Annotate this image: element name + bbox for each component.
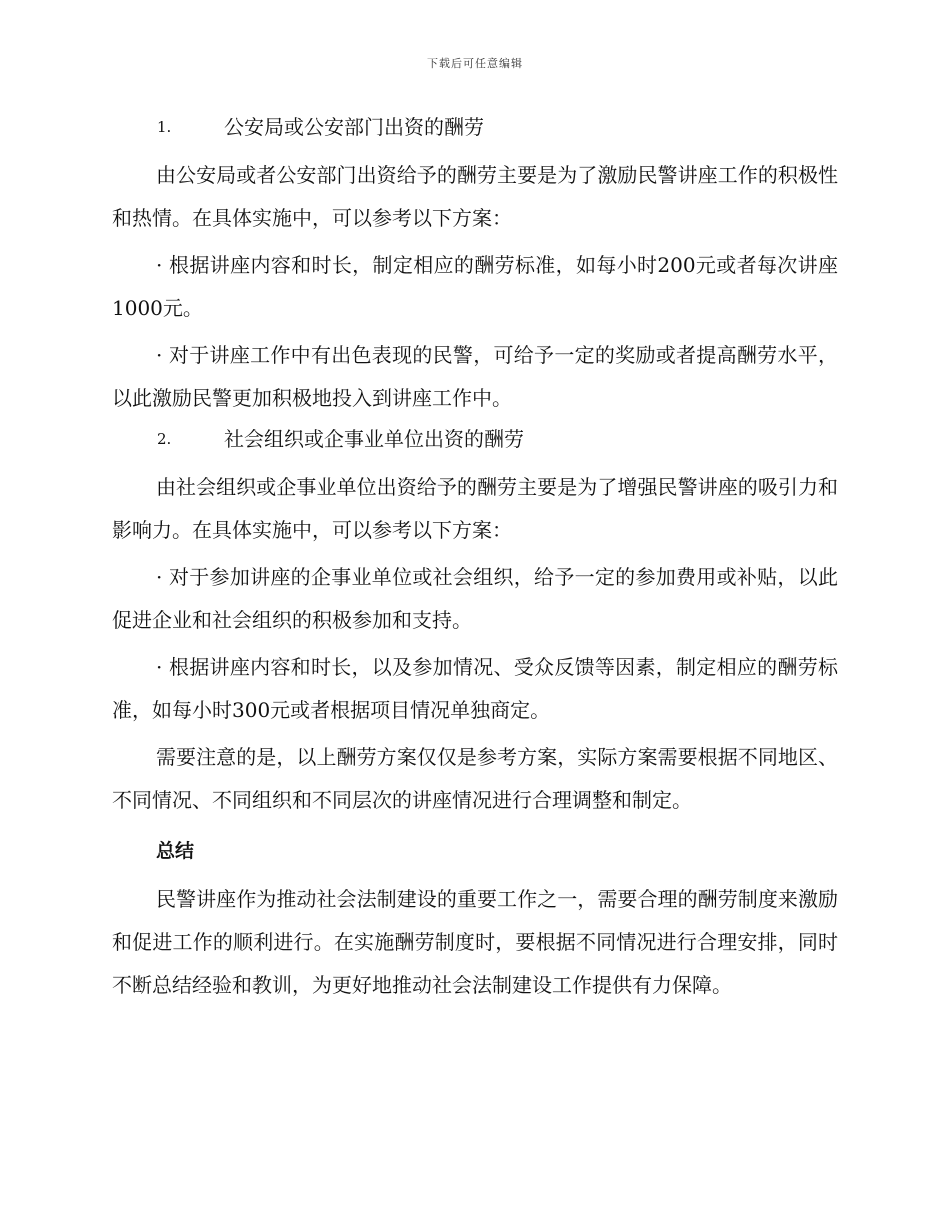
section-1-intro: 由公安局或者公安部门出资给予的酬劳主要是为了激励民警讲座工作的积极性和热情。在具体实施中，可以参考以下方案： <box>112 163 838 230</box>
section-1-bullet-1: · 根据讲座内容和时长，制定相应的酬劳标准，如每小时200元或者每次讲座1000元。 <box>112 253 838 320</box>
section-1-number: 1. <box>157 118 172 136</box>
section-2-intro: 由社会组织或企事业单位出资给予的酬劳主要是为了增强民警讲座的吸引力和影响力。在具体实施中，可以参考以下方案： <box>112 475 838 542</box>
summary-title: 总结 <box>156 840 195 862</box>
section-2-title: 社会组织或企事业单位出资的酬劳 <box>224 427 524 451</box>
section-2-heading <box>112 424 838 454</box>
section-1-bullet-2: · 对于讲座工作中有出色表现的民警，可给予一定的奖励或者提高酬劳水平，以此激励民警更加积极地投入到讲座工作中。 <box>112 343 838 410</box>
header-note: 下载后可任意编辑 <box>427 57 523 70</box>
summary-text: 民警讲座作为推动社会法制建设的重要工作之一，需要合理的酬劳制度来激励和促进工作的顺利进行。在实施酬劳制度时，要根据不同情况进行合理安排，同时不断总结经验和教训，为更好地推动社会法制建设工作提供有力保障。 <box>112 887 838 997</box>
section-1-title: 公安局或公安部门出资的酬劳 <box>224 115 484 139</box>
document-body <box>112 112 838 1011</box>
note-paragraph: 需要注意的是，以上酬劳方案仅仅是参考方案，实际方案需要根据不同地区、不同情况、不同组织和不同层次的讲座情况进行合理调整和制定。 <box>112 745 838 812</box>
section-2-number: 2. <box>157 430 172 448</box>
section-1-heading <box>112 112 838 142</box>
section-2-bullet-2: · 根据讲座内容和时长，以及参加情况、受众反馈等因素，制定相应的酬劳标准，如每小时300元或者根据项目情况单独商定。 <box>112 655 838 722</box>
section-2-bullet-1: · 对于参加讲座的企事业单位或社会组织，给予一定的参加费用或补贴，以此促进企业和社会组织的积极参加和支持。 <box>112 565 838 632</box>
